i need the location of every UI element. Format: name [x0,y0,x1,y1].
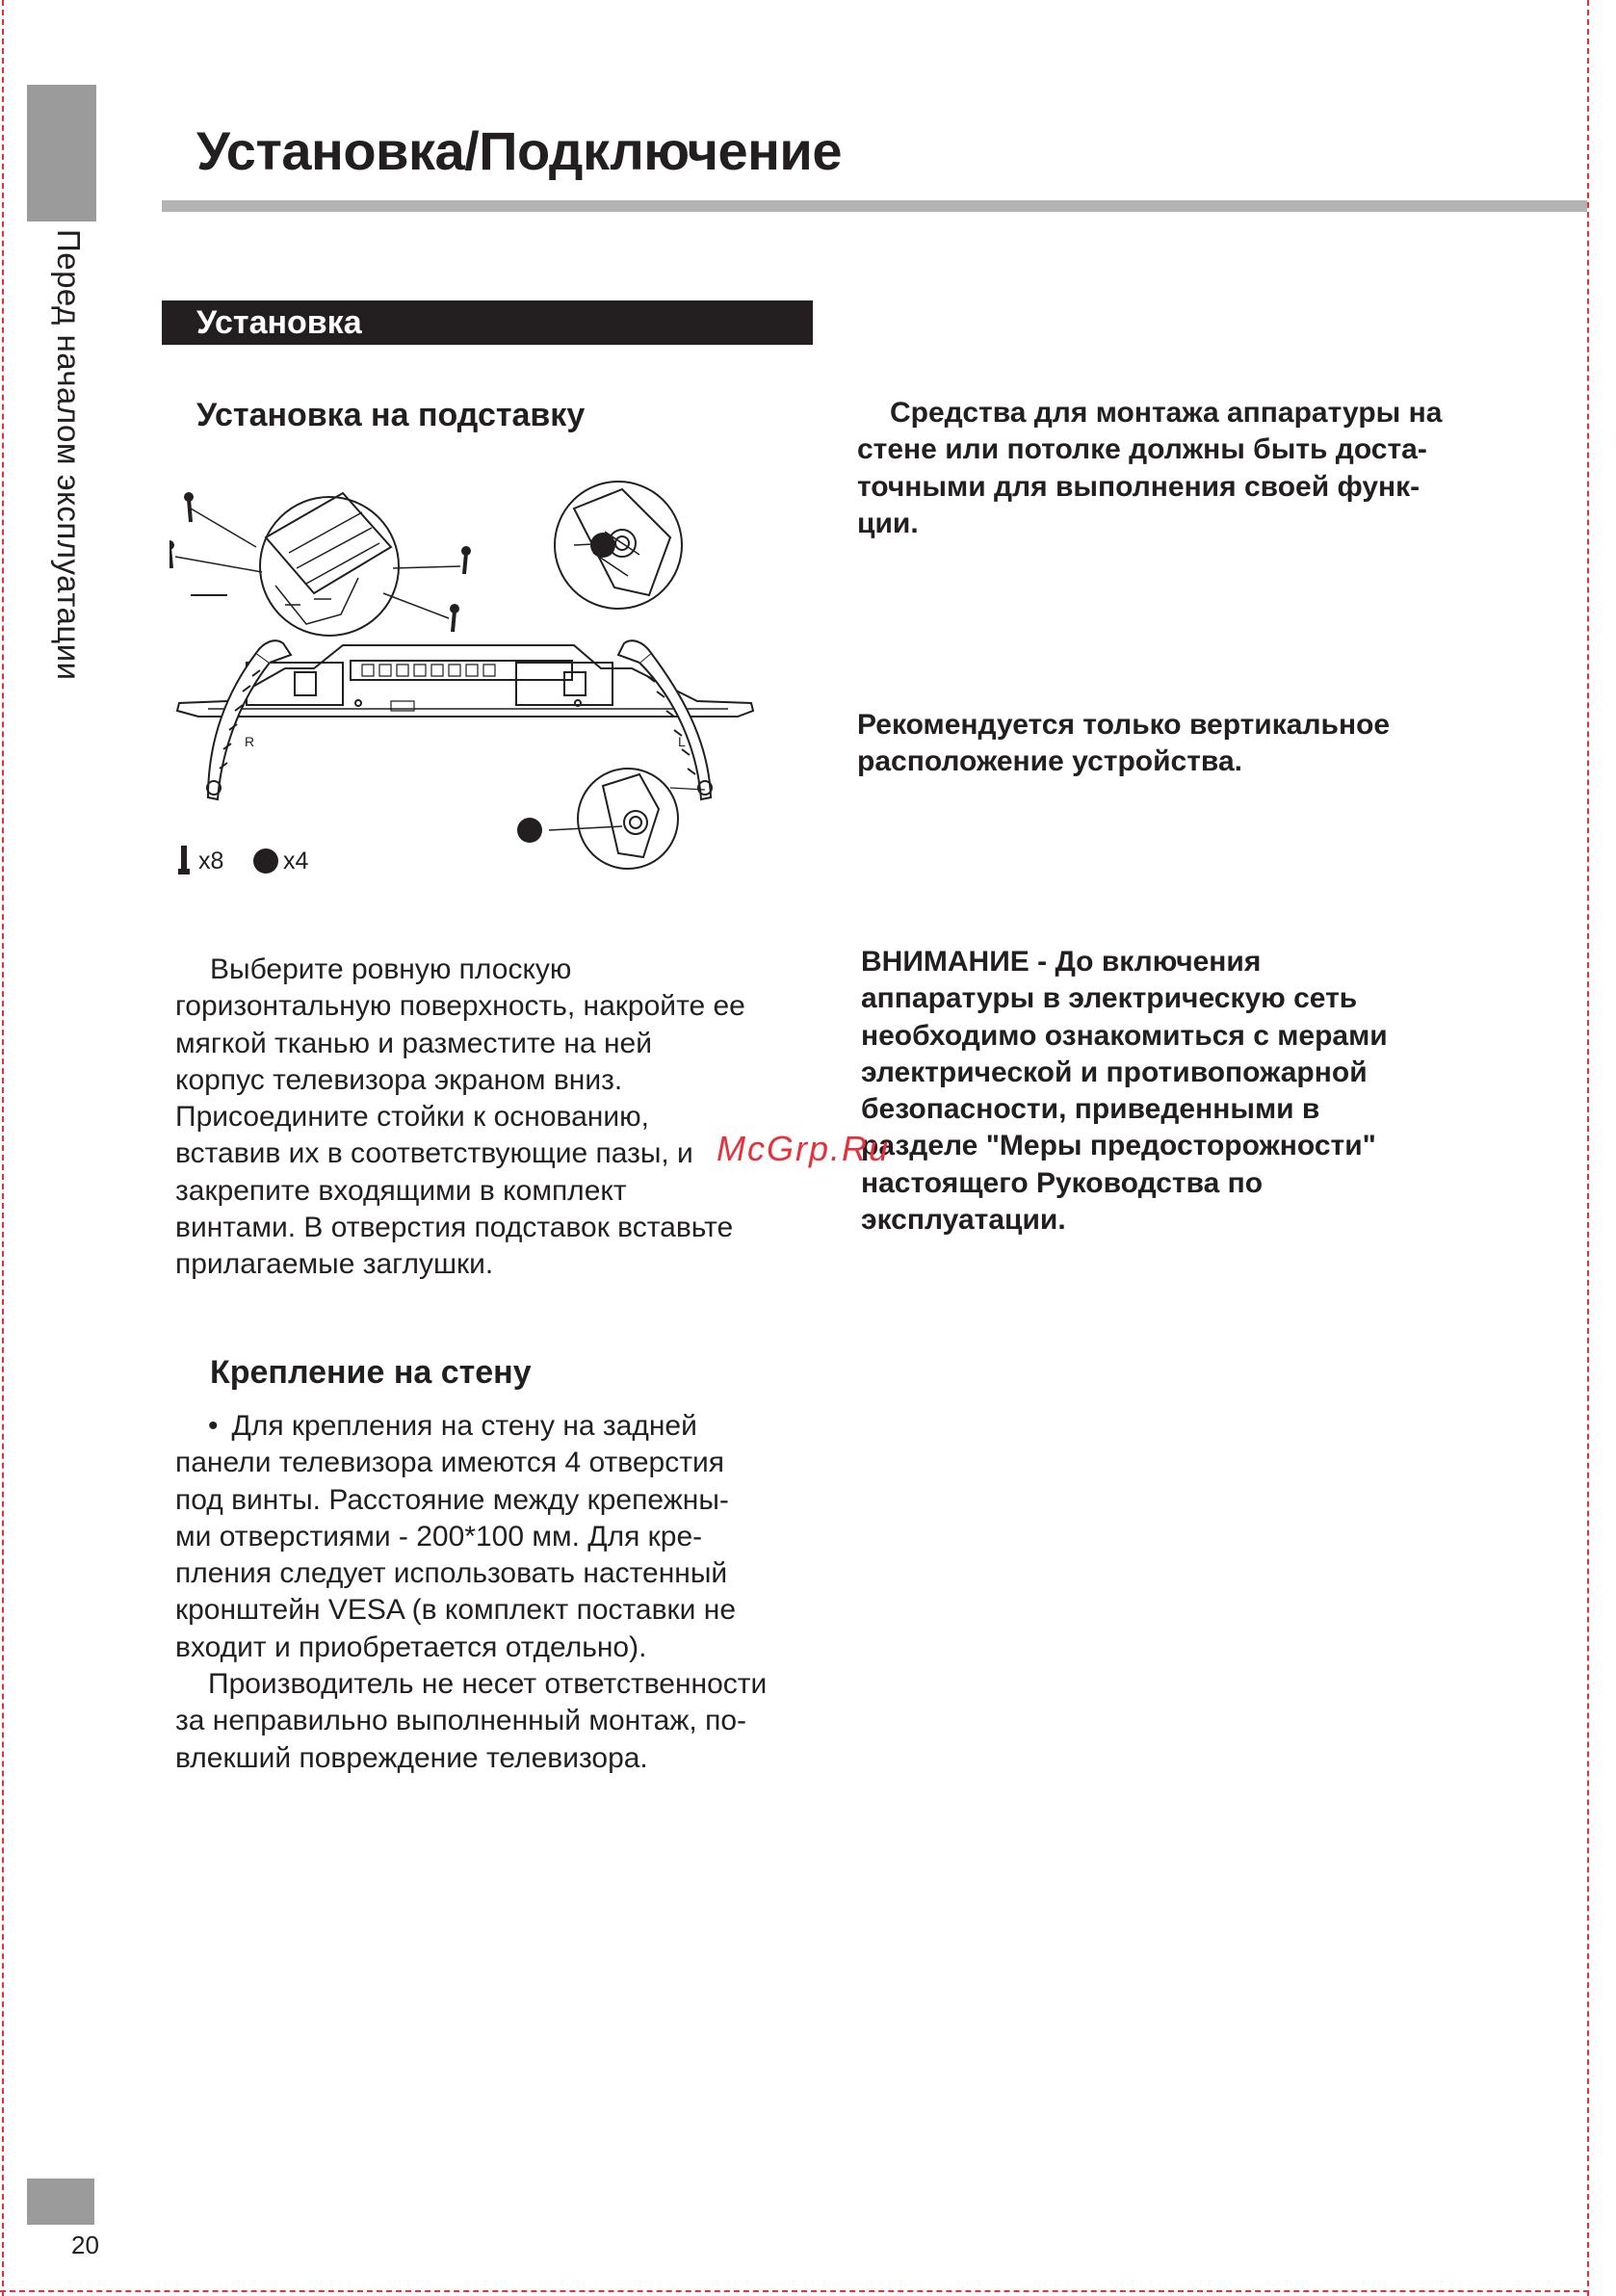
detail-zoom-screws [260,497,399,636]
wall-line: пления следует использовать настенный [175,1557,728,1590]
stand-instructions [175,952,745,1284]
page-title: Установка/Подключение [196,120,843,181]
caps-count: x4 [283,848,309,874]
wall-line: ми отверстиями - 200*100 мм. Для кре- [175,1520,703,1552]
stand-line: винтами. В отверстия подставок вставьте [175,1212,734,1244]
wall-line: кронштейн VESA (в комплект поставки не [175,1594,737,1627]
side-section-label: Перед началом эксплуатации [51,229,87,681]
stand-line: мягкой тканью и разместите на ней [175,1027,652,1059]
side-tab-marker [27,85,96,222]
title-rule [162,200,1587,212]
cap-dot-bottom [517,818,542,843]
stand-line: прилагаемые заглушки. [175,1248,494,1281]
detail-zoom-cap-top [555,482,682,609]
screws-count: x8 [198,848,224,874]
warning-line: безопасности, приведенными в [861,1093,1320,1126]
warning-line: электрической и противопожарной [861,1056,1368,1088]
stand-label-r: R [245,734,255,749]
mount-note-line: Средства для монтажа аппаратуры на [890,397,1443,429]
warning-line: необходимо ознакомиться с мерами [861,1019,1388,1052]
watermark: McGrp.Ru [717,1129,891,1168]
warning-line: аппаратуры в электрическую сеть [861,982,1358,1015]
bullet: • [208,1410,219,1442]
stand-line: горизонтальную поверхность, накройте ее [175,990,745,1023]
page-number-marker [27,2179,94,2225]
mount-note-line: точными для выполнения своей функ- [857,470,1421,503]
stand-leg-right [208,653,270,799]
wall-line: Для крепления на стену на задней [231,1410,697,1442]
vertical-note-line: расположение устройства. [857,745,1242,778]
cap-dot-top [590,533,615,558]
stand-line: Выберите ровную плоскую [210,953,572,985]
stand-line: Присоедините стойки к основанию, [175,1101,649,1134]
warning-line: настоящего Руководства по [861,1166,1264,1199]
wall-line: Производитель не несет ответственности [208,1668,768,1701]
section-header-label: Установка [196,304,362,341]
mount-note-line: ции. [857,507,919,539]
stand-heading: Установка на подставку [196,397,586,433]
warning-line: эксплуатации. [861,1204,1066,1237]
mount-note [857,395,1442,542]
stand-line: закрепите входящими в комплект [175,1174,627,1207]
wall-heading: Крепление на стену [210,1354,532,1391]
wall-line: влекший повреждение телевизора. [175,1741,648,1774]
stand-line: вставив их в соответствующие пазы, и [175,1137,693,1170]
stand-assembly-diagram [169,480,767,874]
vertical-position-note [857,707,1390,781]
cut-line-left [2,0,4,2296]
vertical-note-line: Рекомендуется только вертикальное [857,709,1391,741]
wall-instructions [175,1408,767,1777]
stand-line: корпус телевизора экраном вниз. [175,1063,623,1096]
stand-label-l: L [678,734,686,749]
cap-icon [252,848,279,874]
mount-note-line: стене или потолке должны быть доста- [857,433,1427,466]
wall-line: за неправильно выполненный монтаж, по- [175,1705,746,1737]
cut-line-bottom [0,2290,1589,2292]
page-number: 20 [71,2231,99,2259]
wall-line: под винты. Расстояние между крепежны- [175,1483,729,1516]
warning-line: разделе "Меры предосторожности" [861,1130,1376,1162]
safety-warning [861,944,1388,1239]
section-header-bar [162,300,813,345]
screw-icon [177,844,191,876]
wall-line: панели телевизора имеются 4 отверстия [175,1447,724,1479]
detail-zoom-cap-bottom [578,769,678,869]
wall-line: входит и приобретается отдельно). [175,1631,647,1663]
warning-line: ВНИМАНИЕ - До включения [861,946,1262,978]
cut-line-right [1587,0,1589,2296]
